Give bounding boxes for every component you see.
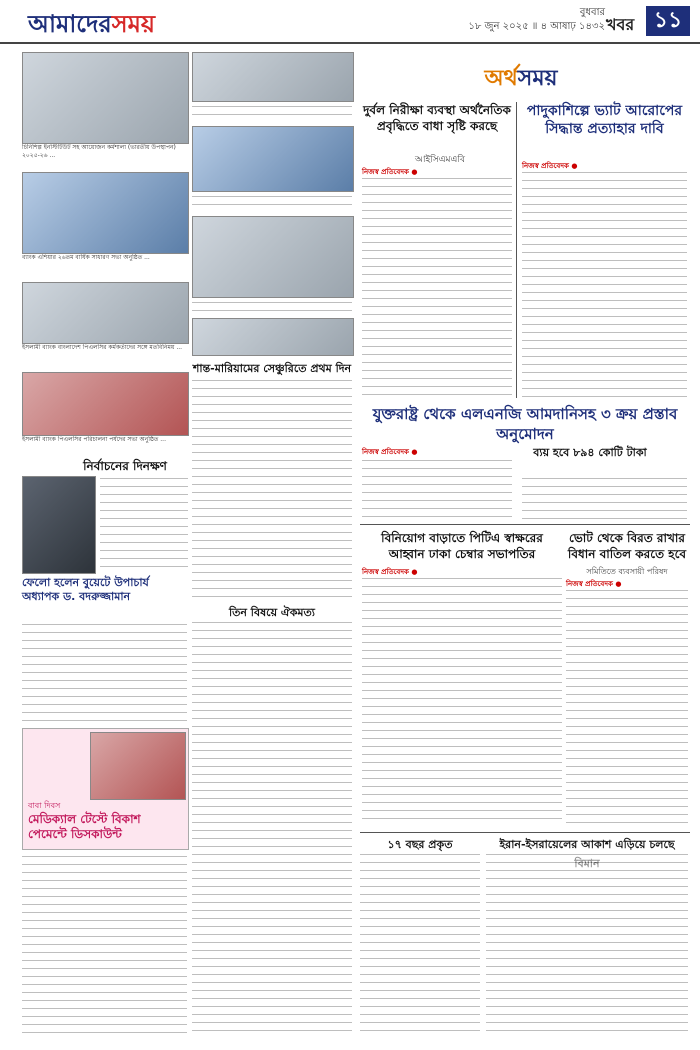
lng-byline: নিজস্ব প্রতিবেদক ●	[362, 448, 418, 456]
ad-photo	[90, 732, 186, 800]
lng-headline: যুক্তরাষ্ট্র থেকে এলএনজি আমদানিসহ ৩ ক্রয় প্রস্তাব অনুমোদন	[372, 405, 678, 443]
photo-portrait	[22, 476, 96, 574]
caption-4: ইসলামী ব্যাংক পিএলসির পরিচালনা পর্ষদের সভা অনুষ্ঠিত ...	[22, 436, 167, 443]
artho-somoy-banner: অর্থসময়	[484, 65, 558, 91]
caption-2: ব্যাংক এশিয়ার ২৬তম বার্ষিক সাধারণ সভা অনুষ্ঠিত ...	[22, 254, 150, 261]
ad-brand: বাবা দিবস	[28, 801, 61, 810]
three-issues-headline: তিন বিষয়ে ঐকমত্য	[229, 606, 315, 619]
shoe-byline: নিজস্ব প্রতিবেদক ●	[522, 162, 578, 170]
ad-headline: মেডিক্যাল টেস্টে বিকাশ পেমেন্টে ডিসকাউন্ট	[28, 812, 141, 841]
y17-headline: ১৭ বছর প্রকৃত	[387, 838, 453, 851]
ad-body-text	[22, 854, 187, 1040]
caption-3: ইসলামী ব্যাংক বাংলাদেশ পিএলসির কর্মকর্তাদের সঙ্গে মতবিনিময় ...	[22, 344, 183, 351]
vote-byline: নিজস্ব প্রতিবেদক ●	[566, 580, 622, 588]
photo-bank-asia-agm	[22, 172, 189, 254]
vote-body	[566, 588, 688, 826]
photo-seminar	[192, 126, 354, 192]
section-rule	[360, 524, 690, 525]
pta-body	[362, 576, 562, 826]
shanto-body	[192, 378, 352, 598]
photo-ceremony	[192, 216, 354, 298]
election-body	[100, 476, 188, 572]
fellow-body	[22, 622, 187, 722]
photo-group-wide	[192, 52, 354, 102]
audit-body	[362, 176, 512, 398]
dateline: বুধবার ১৮ জুন ২০২৫ ॥ ৪ আষাঢ় ১৪৩২	[468, 7, 605, 32]
election-headline: নির্বাচনের দিনক্ষণ	[83, 459, 167, 473]
iran-body	[486, 852, 688, 1038]
photo-meeting-2	[192, 318, 354, 356]
photo-caption-lines-3	[192, 300, 352, 314]
pta-headline: বিনিয়োগ বাড়াতে পিটিএ স্বাক্ষরের আহ্বান ঢাকা চেম্বার সভাপতির	[381, 531, 543, 561]
audit-headline: দুর্বল নিরীক্ষা ব্যবস্থা অর্থনৈতিক প্রবৃদ্ধিতে বাধা সৃষ্টি করছে	[363, 103, 511, 133]
audit-byline: নিজস্ব প্রতিবেদক ●	[362, 168, 418, 176]
section-name: খবর	[606, 15, 635, 34]
vote-subhead: সমিতিতে ব্যবসায়ী পরিষদ	[586, 567, 668, 576]
photo-caption-lines	[192, 104, 352, 122]
caption-1: চিনিশিল্প ইনস্টিটিউট সহ আয়োজন কর্মশালা (ভারতীয় উপস্থাপন) ২০২৫-২৬ ...	[22, 144, 176, 159]
iran-headline: ইরান-ইসরায়েলের আকাশ এড়িয়ে চলছে	[499, 838, 675, 851]
shoe-vat-body	[522, 170, 687, 398]
column-divider	[516, 102, 517, 398]
shanto-headline: শান্ত-মারিয়ামের সেঞ্চুরিতে প্রথম দিন	[192, 362, 352, 375]
section-rule-2	[360, 832, 690, 833]
audit-subhead: আইসিএমএবি	[415, 155, 465, 165]
page-number: ১১	[646, 6, 690, 36]
pta-byline: নিজস্ব প্রতিবেদক ●	[362, 568, 418, 576]
lng-body-2	[522, 476, 687, 520]
vote-headline: ভোট থেকে বিরত রাখার বিধান বাতিল করতে হবে	[567, 531, 687, 561]
lng-subhead: ব্যয় হবে ৮৯৪ কোটি টাকা	[533, 446, 647, 459]
three-issues-body	[192, 620, 352, 1038]
y17-body	[360, 852, 480, 1038]
photo-military-group	[22, 52, 189, 144]
newspaper-logo: আমাদেরসময়	[28, 9, 156, 38]
photo-signing	[22, 372, 189, 436]
lng-body-1	[362, 458, 512, 520]
shoe-vat-headline: পাদুকাশিল্পে ভ্যাট আরোপের সিদ্ধান্ত প্রত্যাহার দাবি	[526, 103, 683, 137]
photo-caption-lines-2	[192, 194, 352, 212]
photo-meeting	[22, 282, 189, 344]
fellow-headline: ফেলো হলেন বুয়েটে উপাচার্য অধ্যাপক ড. বদরুজ্জামান	[22, 576, 149, 603]
